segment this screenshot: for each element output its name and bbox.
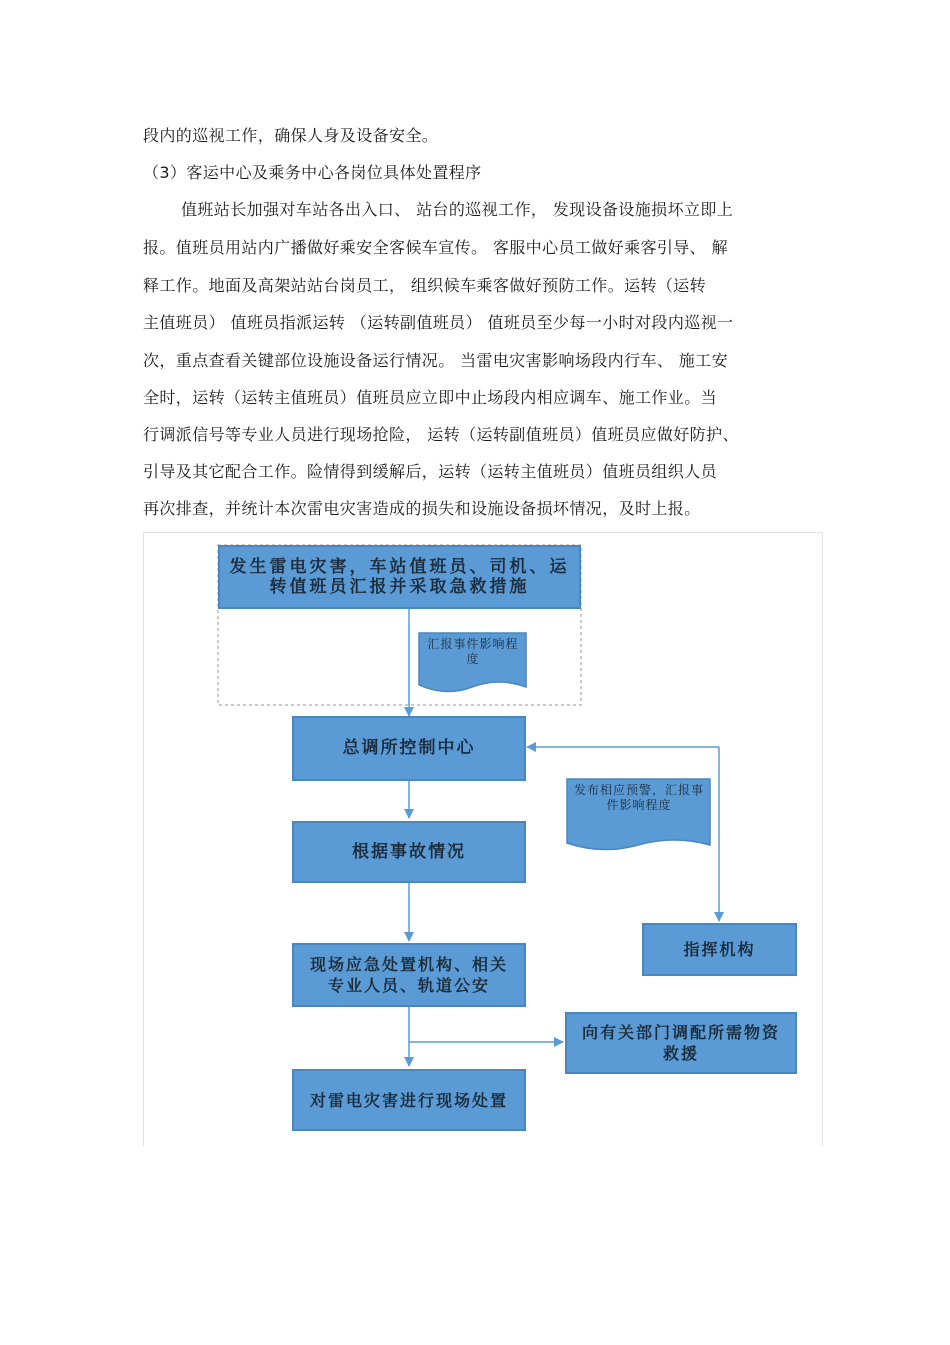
text-line-5: 释工作。地面及高架站站台岗员工， 组织候车乘客做好预防工作。运转（运转 xyxy=(143,276,707,295)
handle-label: 对雷电灾害进行现场处置 xyxy=(309,1090,508,1110)
handle-box xyxy=(292,1069,526,1131)
report-box xyxy=(218,545,581,609)
control-center-box xyxy=(292,716,526,781)
text-line-3: 值班站长加强对车站各出入口、 站台的巡视工作， 发现设备设施损坏立即上 xyxy=(181,200,734,219)
situation-box xyxy=(292,821,526,883)
onsite-label: 现场应急处置机构、相关专业人员、轨道公安 xyxy=(309,955,508,995)
report-box-label: 发生雷电灾害，车站值班员、司机、运转值班员汇报并采取急救措施 xyxy=(229,557,570,597)
situation-label: 根据事故情况 xyxy=(352,841,466,862)
text-line-9: 行调派信号等专业人员进行现场抢险， 运转（运转副值班员）值班员应做好防护、 xyxy=(143,425,739,444)
materials-box xyxy=(565,1012,797,1074)
command-box xyxy=(642,923,797,976)
text-line-4: 报。值班员用站内广播做好乘安全客候车宣传。 客服中心员工做好乘客引导、 解 xyxy=(143,238,728,257)
warning-document-label: 发布相应预警，汇报事件影响程度 xyxy=(573,783,704,812)
text-line-7: 次，重点查看关键部位设施设备运行情况。 当雷电灾害影响场段内行车、 施工安 xyxy=(143,351,728,370)
text-line-8: 全时，运转（运转主值班员）值班员应立即中止场段内相应调车、施工作业。当 xyxy=(143,388,718,407)
section-heading: （3）客运中心及乘务中心各岗位具体处置程序 xyxy=(143,163,482,182)
materials-label: 向有关部门调配所需物资救援 xyxy=(581,1023,780,1063)
impact-document-label: 汇报事件影响程度 xyxy=(427,637,519,666)
control-center-label: 总调所控制中心 xyxy=(342,738,476,758)
text-line-10: 引导及其它配合工作。险情得到缓解后，运转（运转主值班员）值班员组织人员 xyxy=(143,462,718,481)
text-line-11: 再次排查，并统计本次雷电灾害造成的损失和设施设备损坏情况，及时上报。 xyxy=(143,499,701,518)
command-label: 指挥机构 xyxy=(683,940,756,959)
text-line-1: 段内的巡视工作，确保人身及设备安全。 xyxy=(143,126,439,145)
text-line-6: 主值班员） 值班员指派运转 （运转副值班员） 值班员至少每一小时对段内巡视一 xyxy=(143,313,734,332)
flowchart-figure xyxy=(143,532,823,1146)
onsite-box xyxy=(292,943,526,1007)
